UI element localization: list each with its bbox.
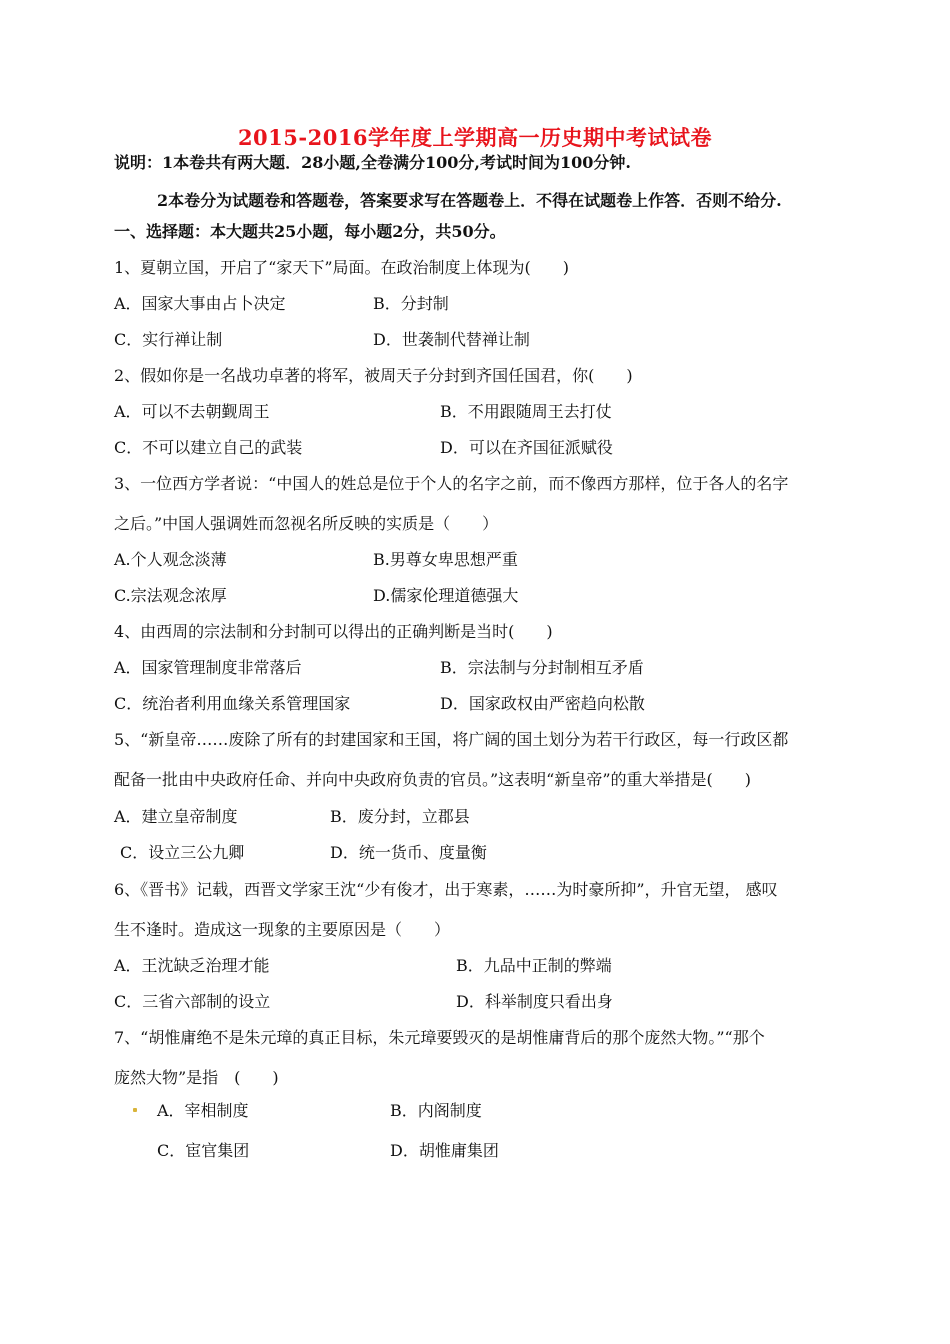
question-5-option-c: C．设立三公九卿 — [120, 843, 245, 862]
instruction-line-2: 2本卷分为试题卷和答题卷，答案要求写在答题卷上．不得在试题卷上作答．否则不给分. — [157, 191, 782, 210]
section-header: 一、选择题：本大题共25小题，每小题2分，共50分。 — [114, 222, 506, 241]
question-2-stem: 2、假如你是一名战功卓著的将军，被周天子分封到齐国任国君，你( ) — [114, 366, 633, 385]
question-6-option-d: D．科举制度只看出身 — [456, 992, 613, 1011]
question-5-option-a: A．建立皇帝制度 — [114, 807, 238, 826]
question-7-option-b: B．内阁制度 — [390, 1101, 482, 1120]
question-1-option-c: C．实行禅让制 — [114, 330, 223, 349]
question-6-stem-line-1: 6、《晋书》记载，西晋文学家王沈“少有俊才，出于寒素，……为时豪所抑”，升官无望， 感叹 — [114, 880, 778, 899]
question-7-option-c: C．宦官集团 — [157, 1141, 250, 1160]
question-7-stem-line-1: 7、“胡惟庸绝不是朱元璋的真正目标，朱元璋要毁灭的是胡惟庸背后的那个庞然大物。”“那个 — [114, 1028, 765, 1047]
question-1-stem: 1、夏朝立国，开启了“家天下”局面。在政治制度上体现为( ) — [114, 258, 570, 277]
question-4-stem: 4、由西周的宗法制和分封制可以得出的正确判断是当时( ) — [114, 622, 553, 641]
decorative-mark — [133, 1108, 137, 1112]
question-6-option-b: B．九品中正制的弊端 — [456, 956, 612, 975]
question-3-stem-line-1: 3、一位西方学者说：“中国人的姓总是位于个人的名字之前，而不像西方那样，位于各人的名字 — [114, 474, 789, 493]
question-4-option-d: D．国家政权由严密趋向松散 — [440, 694, 645, 713]
question-4-option-a: A．国家管理制度非常落后 — [114, 658, 302, 677]
question-2-option-d: D．可以在齐国征派赋役 — [440, 438, 613, 457]
exam-title: 2015-2016学年度上学期高一历史期中考试试卷 — [237, 125, 713, 150]
question-5-stem-line-2: 配备一批由中央政府任命、并向中央政府负责的官员。”这表明“新皇帝”的重大举措是( ) — [114, 770, 752, 789]
question-1-option-d: D．世袭制代替禅让制 — [373, 330, 530, 349]
question-2-option-c: C．不可以建立自己的武装 — [114, 438, 303, 457]
question-3-stem-line-2: 之后。”中国人强调姓而忽视名所反映的实质是（ ） — [114, 514, 499, 533]
question-3-option-a: A.个人观念淡薄 — [114, 550, 227, 569]
question-1-option-b: B．分封制 — [373, 294, 449, 313]
question-2-option-b: B．不用跟随周王去打仗 — [440, 402, 612, 421]
question-4-option-b: B．宗法制与分封制相互矛盾 — [440, 658, 644, 677]
question-5-option-d: D．统一货币、度量衡 — [330, 843, 487, 862]
instruction-line-1: 说明：1本卷共有两大题．28小题,全卷满分100分,考试时间为100分钟. — [114, 153, 631, 172]
question-5-stem-line-1: 5、“新皇帝……废除了所有的封建国家和王国，将广阔的国土划分为若干行政区，每一行政区都 — [114, 730, 789, 749]
question-6-stem-line-2: 生不逢时。造成这一现象的主要原因是（ ） — [114, 920, 451, 939]
question-6-option-a: A．王沈缺乏治理才能 — [114, 956, 270, 975]
question-3-option-d: D.儒家伦理道德强大 — [373, 586, 519, 605]
question-1-option-a: A．国家大事由占卜决定 — [114, 294, 286, 313]
question-7-stem-line-2: 庞然大物”是指 ( ) — [114, 1068, 279, 1087]
question-7-option-a: A．宰相制度 — [157, 1101, 249, 1120]
question-3-option-b: B.男尊女卑思想严重 — [373, 550, 518, 569]
question-3-option-c: C.宗法观念浓厚 — [114, 586, 227, 605]
question-2-option-a: A．可以不去朝觐周王 — [114, 402, 270, 421]
question-4-option-c: C．统治者利用血缘关系管理国家 — [114, 694, 351, 713]
question-7-option-d: D．胡惟庸集团 — [390, 1141, 499, 1160]
question-5-option-b: B．废分封，立郡县 — [330, 807, 470, 826]
question-6-option-c: C．三省六部制的设立 — [114, 992, 271, 1011]
